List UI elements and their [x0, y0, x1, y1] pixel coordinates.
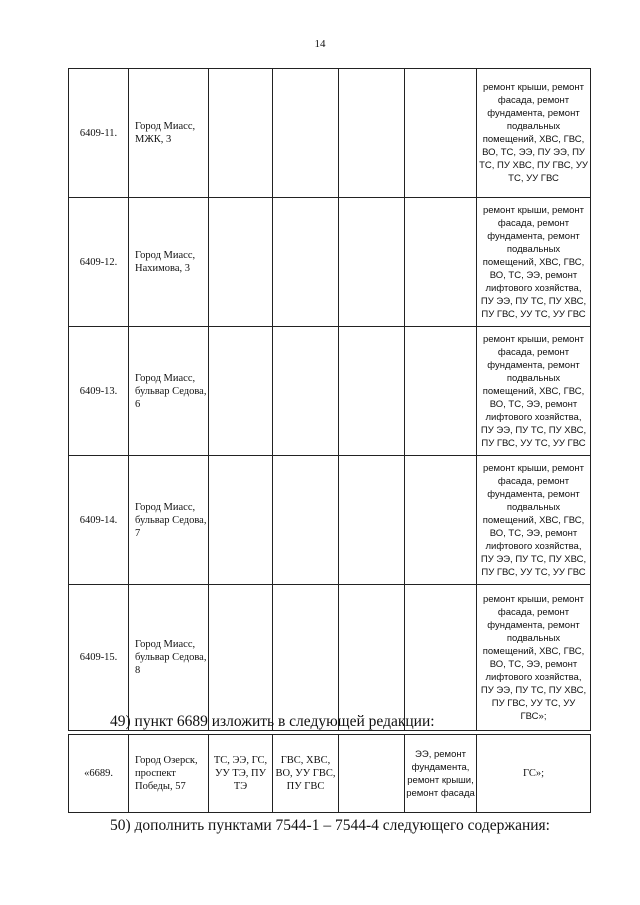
empty-cell [273, 69, 339, 198]
empty-cell [405, 198, 477, 327]
works-table [68, 68, 591, 731]
row-address: Город Миасс, бульвар Седова, 8 [129, 585, 209, 731]
row-address: Город Миасс, МЖК, 3 [129, 69, 209, 198]
page-number: 14 [314, 38, 326, 50]
empty-cell [339, 327, 405, 456]
empty-cell [339, 69, 405, 198]
row-address: Город Миасс, Нахимова, 3 [129, 198, 209, 327]
empty-cell [209, 69, 273, 198]
row-6689-table [68, 734, 591, 813]
row-number: 6409-12. [69, 198, 129, 327]
empty-cell [273, 585, 339, 731]
table-row [69, 735, 591, 813]
empty-cell [273, 198, 339, 327]
row-cell-3: ТС, ЭЭ, ГС, УУ ТЭ, ПУ ТЭ [209, 735, 273, 813]
table-row [69, 198, 591, 327]
row-number: 6409-11. [69, 69, 129, 198]
row-works: ремонт крыши, ремонт фасада, ремонт фундамента, ремонт подвальных помещений, ХВС, ГВС, ВО, ТС, ЭЭ, ремонт лифтового хозяйства, ПУ ЭЭ, ПУ ТС, ПУ ХВС, ПУ ГВС, УУ ТС, УУ ГВС»; [477, 585, 591, 731]
empty-cell [273, 456, 339, 585]
row-number: 6409-13. [69, 327, 129, 456]
row-cell-5 [339, 735, 405, 813]
table-row [69, 327, 591, 456]
row-cell-6: ЭЭ, ремонт фундамента, ремонт крыши, ремонт фасада [405, 735, 477, 813]
empty-cell [405, 69, 477, 198]
empty-cell [339, 585, 405, 731]
row-address: Город Миасс, бульвар Седова, 7 [129, 456, 209, 585]
empty-cell [209, 585, 273, 731]
empty-cell [273, 327, 339, 456]
row-number: 6409-14. [69, 456, 129, 585]
row-number: «6689. [69, 735, 129, 813]
row-address: Город Миасс, бульвар Седова, 6 [129, 327, 209, 456]
row-address: Город Озерск, проспект Победы, 57 [129, 735, 209, 813]
empty-cell [209, 327, 273, 456]
table-row [69, 585, 591, 731]
empty-cell [405, 327, 477, 456]
row-works: ремонт крыши, ремонт фасада, ремонт фундамента, ремонт подвальных помещений, ХВС, ГВС, ВО, ТС, ЭЭ, ремонт лифтового хозяйства, ПУ ЭЭ, ПУ ТС, ПУ ХВС, ПУ ГВС, УУ ТС, УУ ГВС [477, 327, 591, 456]
empty-cell [339, 456, 405, 585]
empty-cell [209, 198, 273, 327]
row-cell-7: ГС»; [477, 735, 591, 813]
table-row [69, 456, 591, 585]
empty-cell [339, 198, 405, 327]
empty-cell [405, 456, 477, 585]
row-works: ремонт крыши, ремонт фасада, ремонт фундамента, ремонт подвальных помещений, ХВС, ГВС, ВО, ТС, ЭЭ, ремонт лифтового хозяйства, ПУ ЭЭ, ПУ ТС, ПУ ХВС, ПУ ГВС, УУ ТС, УУ ГВС [477, 456, 591, 585]
paragraph-50: 50) дополнить пунктами 7544-1 – 7544-4 следующего содержания: [110, 817, 550, 834]
row-works: ремонт крыши, ремонт фасада, ремонт фундамента, ремонт подвальных помещений, ХВС, ГВС, ВО, ТС, ЭЭ, ПУ ЭЭ, ПУ ТС, ПУ ХВС, ПУ ГВС, УУ ТС, УУ ГВС [477, 69, 591, 198]
empty-cell [405, 585, 477, 731]
table-row [69, 69, 591, 198]
row-number: 6409-15. [69, 585, 129, 731]
empty-cell [209, 456, 273, 585]
row-works: ремонт крыши, ремонт фасада, ремонт фундамента, ремонт подвальных помещений, ХВС, ГВС, ВО, ТС, ЭЭ, ремонт лифтового хозяйства, ПУ ЭЭ, ПУ ТС, ПУ ХВС, ПУ ГВС, УУ ТС, УУ ГВС [477, 198, 591, 327]
row-cell-4: ГВС, ХВС, ВО, УУ ГВС, ПУ ГВС [273, 735, 339, 813]
paragraph-49: 49) пункт 6689 изложить в следующей редакции: [110, 713, 435, 730]
